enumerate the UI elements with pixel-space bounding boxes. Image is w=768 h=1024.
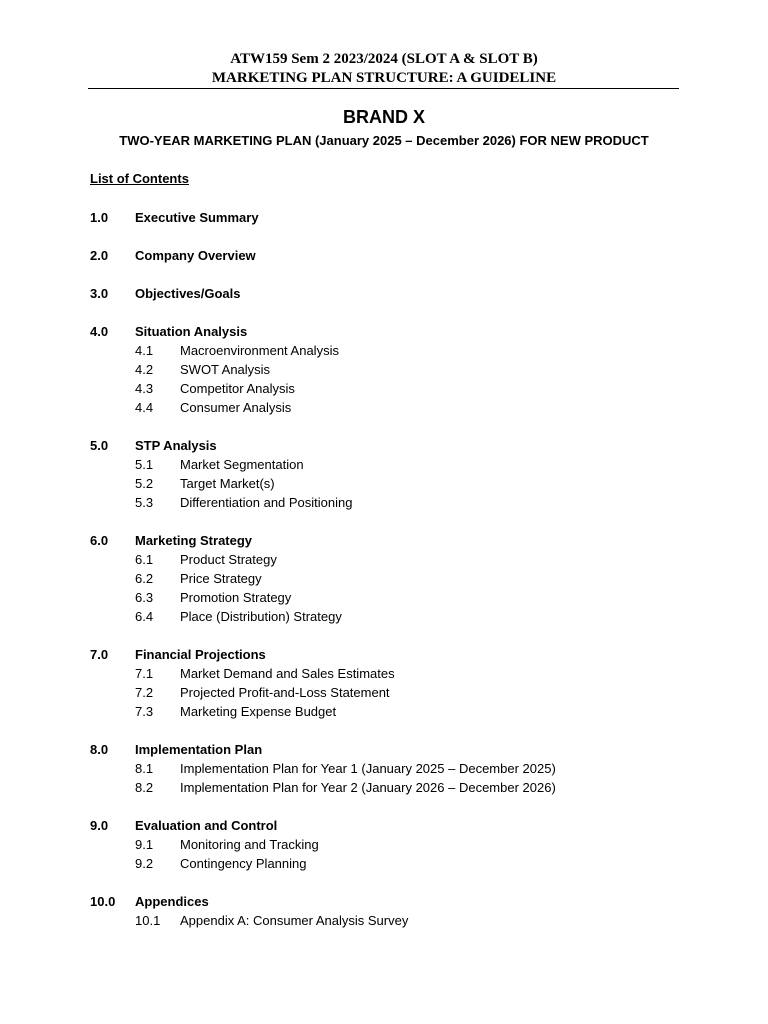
subsection-title: Place (Distribution) Strategy [180,609,342,624]
section-number: 9.0 [90,818,109,833]
header-divider [88,88,679,89]
section-title: Situation Analysis [135,324,248,339]
toc-section [90,322,690,417]
toc-sub-entry [90,569,690,588]
toc-sub-entry [90,683,690,702]
subsection-number: 8.1 [135,761,154,776]
subsection-title: Implementation Plan for Year 2 (January 2026 – December 2026) [180,780,556,795]
subsection-title: Consumer Analysis [180,400,292,415]
subsection-number: 7.2 [135,685,154,700]
toc-sub-entry [90,493,690,512]
section-number: 4.0 [90,324,109,339]
toc-section [90,892,690,930]
section-number: 7.0 [90,647,109,662]
toc-sub-entry [90,778,690,797]
toc-main-entry [90,322,690,341]
toc-main-entry [90,892,690,911]
subsection-number: 5.1 [135,457,154,472]
subsection-number: 10.1 [135,913,161,928]
subsection-title: Target Market(s) [180,476,275,491]
subsection-title: Contingency Planning [180,856,307,871]
toc-section [90,246,690,265]
toc-sub-entry [90,759,690,778]
document-header [0,50,768,88]
toc-sub-entry [90,550,690,569]
section-number: 10.0 [90,894,116,909]
toc-main-entry [90,645,690,664]
toc-sub-entry [90,474,690,493]
subsection-number: 6.2 [135,571,154,586]
toc-section [90,531,690,626]
toc-main-entry [90,816,690,835]
section-title: Objectives/Goals [135,286,241,301]
toc-main-entry [90,740,690,759]
subsection-title: Implementation Plan for Year 1 (January 2025 – December 2025) [180,761,556,776]
toc-sub-entry [90,360,690,379]
subsection-number: 9.1 [135,837,154,852]
subsection-number: 5.3 [135,495,154,510]
toc-sub-entry [90,455,690,474]
subsection-title: Product Strategy [180,552,277,567]
subsection-title: Market Segmentation [180,457,304,472]
toc-sub-entry [90,588,690,607]
toc-section [90,740,690,797]
toc-section [90,436,690,512]
section-title: Financial Projections [135,647,266,662]
section-number: 6.0 [90,533,109,548]
toc-section [90,208,690,227]
toc-sub-entry [90,854,690,873]
toc-sub-entry [90,398,690,417]
subsection-number: 4.4 [135,400,154,415]
subsection-title: Projected Profit-and-Loss Statement [180,685,390,700]
toc-main-entry [90,208,690,227]
subsection-title: Differentiation and Positioning [180,495,353,510]
section-number: 5.0 [90,438,109,453]
section-number: 1.0 [90,210,109,225]
toc-main-entry [90,531,690,550]
toc-section [90,645,690,721]
subsection-title: Market Demand and Sales Estimates [180,666,395,681]
subsection-title: Promotion Strategy [180,590,292,605]
subsection-number: 4.3 [135,381,154,396]
subsection-title: Appendix A: Consumer Analysis Survey [180,913,409,928]
toc-main-entry [90,436,690,455]
section-title: Company Overview [135,248,256,263]
subsection-title: Marketing Expense Budget [180,704,337,719]
section-title: Executive Summary [135,210,259,225]
table-of-contents [90,208,690,949]
toc-main-entry [90,284,690,303]
section-title: Implementation Plan [135,742,263,757]
toc-sub-entry [90,341,690,360]
subsection-number: 6.3 [135,590,154,605]
section-title: Marketing Strategy [135,533,253,548]
plan-subtitle: TWO-YEAR MARKETING PLAN (January 2025 – December 2026) FOR NEW PRODUCT [119,133,649,148]
section-title: STP Analysis [135,438,217,453]
toc-sub-entry [90,911,690,930]
section-title: Appendices [135,894,209,909]
subsection-number: 5.2 [135,476,154,491]
subsection-number: 6.4 [135,609,154,624]
toc-sub-entry [90,607,690,626]
section-number: 3.0 [90,286,109,301]
toc-heading: List of Contents [90,171,189,186]
subsection-title: Price Strategy [180,571,262,586]
subsection-number: 4.2 [135,362,154,377]
toc-sub-entry [90,702,690,721]
toc-sub-entry [90,835,690,854]
guideline-title: MARKETING PLAN STRUCTURE: A GUIDELINE [211,70,557,86]
toc-main-entry [90,246,690,265]
toc-section [90,284,690,303]
section-number: 2.0 [90,248,109,263]
subsection-number: 8.2 [135,780,154,795]
subsection-title: Macroenvironment Analysis [180,343,339,358]
subsection-number: 6.1 [135,552,154,567]
section-title: Evaluation and Control [135,818,278,833]
toc-sub-entry [90,664,690,683]
subsection-title: Monitoring and Tracking [180,837,319,852]
toc-sub-entry [90,379,690,398]
subsection-number: 9.2 [135,856,154,871]
subsection-title: Competitor Analysis [180,381,295,396]
section-number: 8.0 [90,742,109,757]
subsection-number: 7.3 [135,704,154,719]
course-title: ATW159 Sem 2 2023/2024 (SLOT A & SLOT B) [230,51,538,67]
subsection-title: SWOT Analysis [180,362,271,377]
subsection-number: 4.1 [135,343,154,358]
subsection-number: 7.1 [135,666,154,681]
toc-section [90,816,690,873]
brand-title: BRAND X [342,107,425,127]
